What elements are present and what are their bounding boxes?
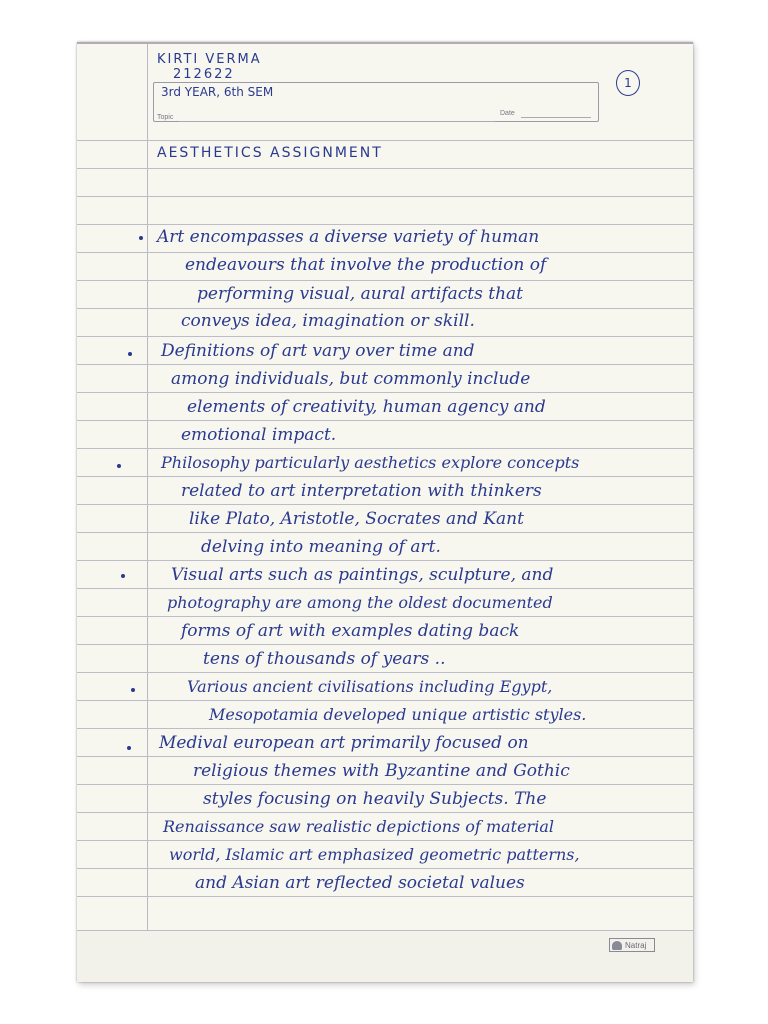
bullet-dot: [131, 688, 135, 692]
ruled-line: [77, 420, 693, 421]
date-underline: [521, 117, 591, 118]
ruled-line: [77, 448, 693, 449]
ruled-line: [77, 308, 693, 309]
ruled-line: [77, 252, 693, 253]
ruled-line: [77, 476, 693, 477]
ruled-line: [77, 616, 693, 617]
ruled-line: [77, 728, 693, 729]
text-line: endeavours that involve the production of: [185, 255, 547, 275]
bullet-dot: [117, 464, 121, 468]
notebook-page: [77, 42, 693, 982]
brand-mark-icon: [612, 941, 622, 950]
text-line: forms of art with examples dating back: [181, 621, 520, 641]
ruled-line: [77, 672, 693, 673]
ruled-line: [77, 196, 693, 197]
text-line: related to art interpretation with thinkers: [181, 481, 542, 501]
text-line: Art encompasses a diverse variety of human: [157, 227, 540, 247]
ruled-line: [77, 560, 693, 561]
student-year: 3rd YEAR, 6th SEM: [161, 85, 274, 99]
text-line: world, Islamic art emphasized geometric patterns,: [169, 845, 580, 864]
bullet-dot: [128, 352, 132, 356]
text-line: tens of thousands of years ..: [203, 649, 446, 669]
text-line: styles focusing on heavily Subjects. The: [203, 789, 547, 809]
page-title: AESTHETICS ASSIGNMENT: [157, 145, 383, 161]
ruled-line: [77, 280, 693, 281]
margin-line: [147, 44, 148, 930]
text-line: performing visual, aural artifacts that: [197, 284, 523, 304]
ruled-line: [77, 784, 693, 785]
ruled-line: [77, 840, 693, 841]
ruled-line: [77, 336, 693, 337]
topic-label: Topic: [157, 114, 174, 121]
ruled-line: [77, 644, 693, 645]
ruled-line: [77, 896, 693, 897]
text-line: Visual arts such as paintings, sculpture, and: [171, 565, 554, 585]
ruled-line: [77, 168, 693, 169]
ruled-line: [77, 140, 693, 141]
text-line: Various ancient civilisations including Egypt,: [187, 677, 553, 696]
ruled-line: [77, 700, 693, 701]
bullet-dot: [121, 574, 125, 578]
text-line: emotional impact.: [181, 425, 337, 445]
topic-underline: [179, 121, 495, 122]
text-line: among individuals, but commonly include: [171, 369, 531, 389]
date-label: Date: [500, 110, 515, 117]
page-number: 1: [624, 76, 632, 90]
ruled-line: [77, 812, 693, 813]
student-roll: 212622: [173, 67, 235, 82]
text-line: Mesopotamia developed unique artistic styles.: [209, 705, 587, 724]
text-line: religious themes with Byzantine and Gothic: [193, 761, 570, 781]
text-line: like Plato, Aristotle, Socrates and Kant: [189, 509, 524, 529]
page-number-circle: [616, 70, 640, 96]
bullet-dot: [139, 236, 143, 240]
text-line: Definitions of art vary over time and: [161, 341, 475, 361]
ruled-line: [77, 364, 693, 365]
ruled-line: [77, 392, 693, 393]
page-footer-band: [77, 930, 693, 982]
text-line: Philosophy particularly aesthetics explore concepts: [161, 453, 580, 472]
ruled-line: [77, 588, 693, 589]
ruled-line: [77, 504, 693, 505]
ruled-line: [77, 532, 693, 533]
text-line: conveys idea, imagination or skill.: [181, 311, 475, 331]
text-line: Renaissance saw realistic depictions of material: [163, 817, 554, 836]
brand-logo-text: Natraj: [625, 940, 647, 950]
text-line: photography are among the oldest documented: [167, 593, 553, 612]
ruled-line: [77, 756, 693, 757]
brand-logo: [609, 938, 655, 952]
student-name: KIRTI VERMA: [157, 52, 262, 67]
ruled-line: [77, 868, 693, 869]
text-line: Medival european art primarily focused on: [159, 733, 529, 753]
bullet-dot: [127, 746, 131, 750]
text-line: delving into meaning of art.: [201, 537, 441, 557]
text-line: elements of creativity, human agency and: [187, 397, 546, 417]
text-line: and Asian art reflected societal values: [195, 873, 525, 893]
ruled-line: [77, 224, 693, 225]
